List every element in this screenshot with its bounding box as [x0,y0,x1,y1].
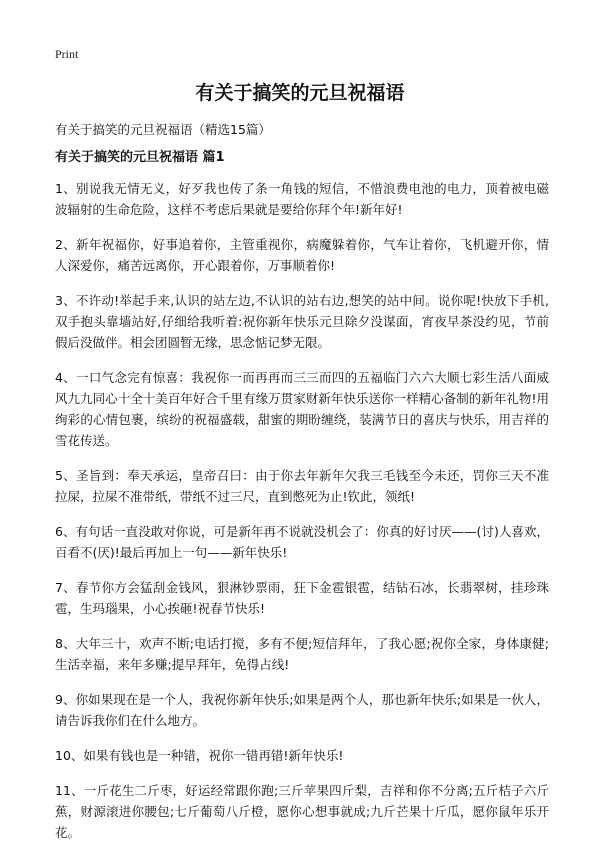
greeting-list [55,178,549,857]
greeting-entry: 1、别说我无情无义，好歹我也传了条一角钱的短信，不惜浪费电池的电力，顶着被电磁波辐射的生命危险，这样不考虑后果就是要给你拜个年!新年好! [55,181,549,217]
greeting-entry: 9、你如果现在是一个人，我祝你新年快乐;如果是两个人，那也新年快乐;如果是一伙人，请告诉我你们在什么地方。 [55,692,549,728]
greeting-entry: 8、大年三十，欢声不断;电话打搅，多有不便;短信拜年，了我心愿;祝你全家，身体康健;生活幸福，来年多赚;提早拜年，免得占线! [55,636,549,672]
greeting-entry: 11、一斤花生二斤枣，好运经常跟你跑;三斤苹果四斤梨，吉祥和你不分离;五斤桔子六斤蕉，财源滚进你腰包;七斤葡萄八斤橙，愿你心想事就成;九斤芒果十斤瓜，愿你鼠年乐开花。 [55,783,549,840]
greeting-entry: 10、如果有钱也是一种错，祝你一错再错!新年快乐! [55,748,344,763]
greeting-entry: 6、有句话一直没敢对你说，可是新年再不说就没机会了：你真的好讨厌——(讨)人喜欢，百看不(厌)!最后再加上一句——新年快乐! [55,524,549,560]
greeting-entry: 3、不许动!举起手来,认识的站左边,不认识的站右边,想笑的站中间。说你呢!快放下手机,双手抱头靠墙站好,仔细给我听着:祝你新年快乐元旦除夕没谋面，宵夜早茶没约见，节前假后没做伴。相会团圆暂无缘，思念惦记梦无限。 [55,293,549,350]
page-title: 有关于搞笑的元旦祝福语 [195,82,405,104]
document-subtitle: 有关于搞笑的元旦祝福语（精选15篇） [55,122,271,137]
greeting-entry: 7、春节你方会猛刮金钱风，狠淋钞票雨，狂下金雹银雹，结钻石冰，长翡翠树，挂珍珠雹，生玛瑙果，小心挨砸!祝春节快乐! [55,580,549,616]
print-link[interactable]: Print [55,47,79,61]
section-heading: 有关于搞笑的元旦祝福语 篇1 [55,150,225,165]
greeting-entry: 4、一口气念完有惊喜：我祝你一而再再而三三而四的五福临门六六大顺七彩生活八面威风九九同心十全十美百年好合千里有缘万贯家财新年快乐送你一样精心备制的新年礼物!用绚彩的心情包裹，缤纷的祝福盛载，甜蜜的期盼缠绕，装满节日的喜庆与快乐，用吉祥的雪花传送。 [55,370,549,448]
greeting-entry: 2、新年祝福你，好事追着你，主管重视你，病魔躲着你，气车让着你，飞机避开你，情人深爱你，痛苦远离你，开心跟着你，万事顺着你! [55,237,549,273]
greeting-entry: 5、圣旨到：奉天承运，皇帝召曰：由于你去年新年欠我三毛钱至今未还，罚你三天不准拉屎，拉屎不准带纸，带纸不过三尺，直到憋死为止!钦此，领纸! [55,468,549,504]
